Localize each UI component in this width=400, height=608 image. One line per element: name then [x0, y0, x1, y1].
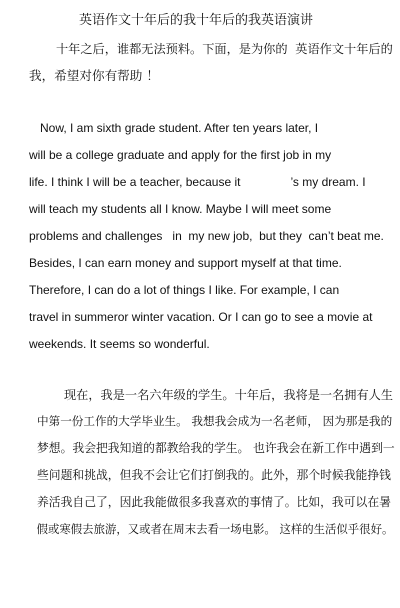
english-line: will teach my students all I know. Maybe I will meet some	[29, 202, 332, 216]
chinese-line: 养活我自己了，因此我能做很多我喜欢的事情了。比如，我可以在暑	[37, 495, 391, 509]
english-line: Therefore, I can do a lot of things I like. For example, I can	[29, 283, 340, 297]
english-line: weekends. It seems so wonderful.	[29, 337, 210, 351]
english-line: life. I think I will be a teacher, because it ’s my dream. I	[29, 175, 366, 189]
english-line: problems and challenges in my new job, but they can’t beat me.	[29, 229, 384, 243]
chinese-line: 些问题和挑战，但我不会让它们打倒我的。此外，那个时候我能挣钱	[37, 468, 391, 482]
chinese-line: 现在，我是一名六年级的学生。十年后，我将是一名拥有人生	[64, 388, 394, 402]
english-line: Now, I am sixth grade student. After ten years later, I	[40, 121, 319, 135]
chinese-line: 梦想。我会把我知道的都教给我的学生。 也许我会在新工作中遇到一	[37, 441, 395, 455]
english-line: travel in summeror winter vacation. Or I can go to see a movie at	[29, 310, 373, 324]
english-line: will be a college graduate and apply for the first job in my	[29, 148, 332, 162]
intro-line: 十年之后，谁都无法预料。下面，是为你的 英语作文十年后的	[56, 42, 393, 56]
document-title: 英语作文十年后的我十年后的我英语演讲	[79, 13, 314, 28]
intro-line: 我，希望对你有帮助 ！	[29, 68, 159, 83]
english-line: Besides, I can earn money and support myself at that time.	[29, 256, 342, 270]
chinese-line: 假或寒假去旅游，又或者在周末去看一场电影。 这样的生活似乎很好。	[33, 522, 394, 536]
chinese-line: 中第一份工作的大学毕业生。 我想我会成为一名老师， 因为那是我的	[37, 414, 393, 428]
